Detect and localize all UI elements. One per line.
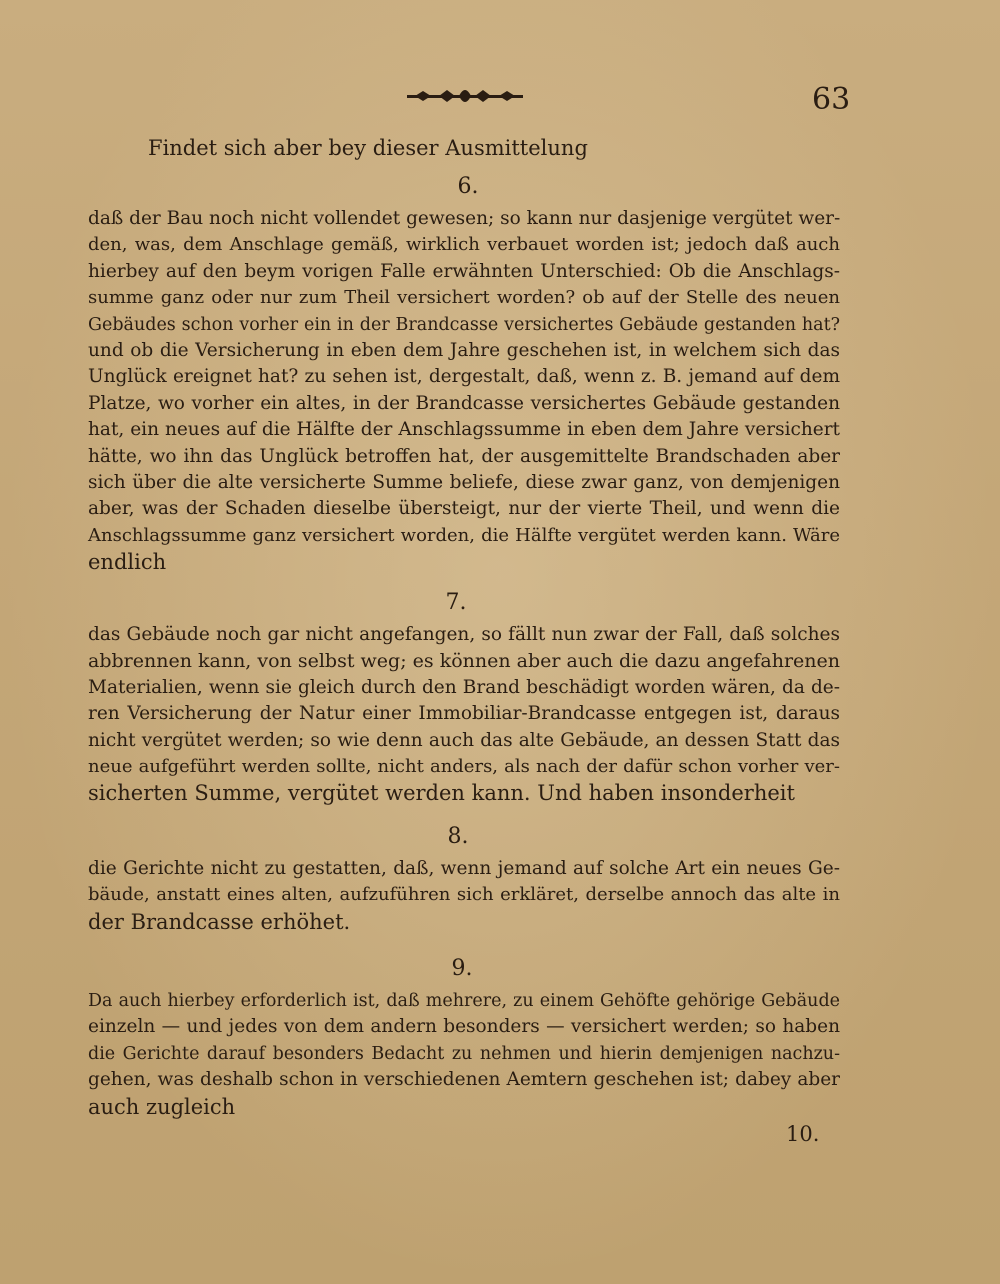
section-number-9: 9. (451, 956, 473, 981)
text-line: einzeln — und jedes von dem andern besonders — versichert werden; so haben (88, 1016, 840, 1038)
text-line: der Brandcasse erhöhet. (88, 909, 351, 934)
section-number-6: 6. (457, 174, 479, 199)
section-number-8: 8. (447, 824, 469, 849)
section-7-text (88, 622, 840, 807)
text-line: neue aufgeführt werden sollte, nicht anders, als nach der dafür schon vorher ver- (88, 755, 840, 777)
text-line: Anschlagssumme ganz versichert worden, die Hälfte vergütet werden kann. Wäre (88, 524, 840, 546)
section-9-text (88, 988, 840, 1120)
section-8-text (88, 856, 840, 935)
text-line: sich über die alte versicherte Summe beliefe, diese zwar ganz, von demjenigen (88, 471, 840, 493)
text-line: hätte, wo ihn das Unglück betroffen hat, der ausgemittelte Brandschaden aber (88, 445, 840, 467)
text-line: Platze, wo vorher ein altes, in der Brandcasse versichertes Gebäude gestanden (88, 392, 840, 414)
text-line: Materialien, wenn sie gleich durch den Brand beschädigt worden wären, da de- (88, 676, 840, 698)
text-line: hat, ein neues auf die Hälfte der Anschlagssumme in eben dem Jahre versichert (88, 419, 840, 441)
text-line: nicht vergütet werden; so wie denn auch das alte Gebäude, an dessen Statt das (88, 729, 840, 751)
text-line: daß der Bau noch nicht vollendet gewesen; so kann nur dasjenige vergütet wer- (88, 208, 841, 229)
text-line: abbrennen kann, von selbst weg; es können aber auch die dazu angefahrenen (88, 650, 840, 673)
text-line: Da auch hierbey erforderlich ist, daß mehrere, zu einem Gehöfte gehörige Gebäude (88, 991, 840, 1011)
section-number-7: 7. (445, 590, 467, 615)
header-ornament (405, 86, 525, 106)
text-line: hierbey auf den beym vorigen Falle erwähnten Unterschied: Ob die Anschlags- (88, 260, 840, 282)
catchword: 10. (786, 1122, 820, 1146)
text-line: endlich (88, 550, 167, 575)
text-line: gehen, was deshalb schon in verschiedenen Aemtern geschehen ist; dabey aber (88, 1069, 840, 1091)
text-line: Unglück ereignet hat? zu sehen ist, dergestalt, daß, wenn z. B. jemand auf dem (88, 366, 840, 388)
text-line: die Gerichte darauf besonders Bedacht zu nehmen und hierin demjenigen nachzu- (88, 1043, 840, 1064)
text-line: die Gerichte nicht zu gestatten, daß, wenn jemand auf solche Art ein neues Ge- (88, 858, 840, 879)
section-6-text (88, 206, 840, 575)
text-line: auch zugleich (88, 1094, 236, 1119)
text-line: sicherten Summe, vergütet werden kann. Und haben insonderheit (88, 781, 795, 806)
text-line: summe ganz oder nur zum Theil versichert worden? ob auf der Stelle des neuen (88, 287, 840, 309)
page-number: 63 (812, 82, 851, 117)
text-line: ren Versicherung der Natur einer Immobiliar-Brandcasse entgegen ist, daraus (88, 703, 840, 725)
text-line: das Gebäude noch gar nicht angefangen, so fällt nun zwar der Fall, daß solches (88, 624, 840, 645)
text-line: aber, was der Schaden dieselbe übersteigt, nur der vierte Theil, und wenn die (88, 498, 840, 520)
text-line: bäude, anstatt eines alten, aufzuführen sich erkläret, derselbe annoch das alte in (88, 884, 840, 906)
text-line: den, was, dem Anschlage gemäß, wirklich verbauet worden ist; jedoch daß auch (88, 234, 840, 256)
text-line: und ob die Versicherung in eben dem Jahre geschehen ist, in welchem sich das (88, 339, 840, 361)
text-line: Gebäudes schon vorher ein in der Brandcasse versichertes Gebäude gestanden hat? (88, 314, 840, 335)
intro-line: Findet sich aber bey dieser Ausmittelung (148, 136, 588, 160)
